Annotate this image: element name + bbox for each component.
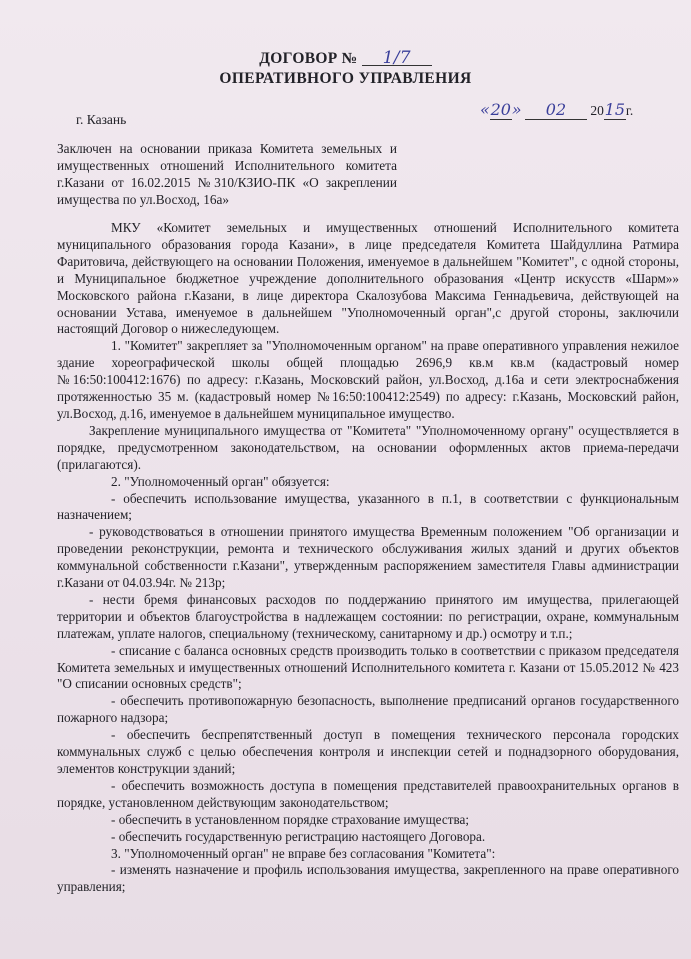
paragraph-parties: МКУ «Комитет земельных и имущественных отношений Исполнительного комитета муниципального образования города Казани», в лице председателя Комитета Шайдуллина Ратмира Фаритовича, действующего на основании Положения, именуемое в дальнейшем "Комитет", с одной стороны, и Муниципальное бюджетное учреждение дополнительного образования «Центр искусств «Шарм»» Московского района г.Казани, в лице директора Скалозубова Максима Геннадьевича, действующей на основании Устава, именуемое в дальнейшем "Уполномоченный орган",с другой стороны, заключили настоящий Договор о нижеследующем. <box>57 220 679 337</box>
obligation-item: - обеспечить использование имущества, указанного в п.1, в соответствии с функциональным назначением; <box>57 490 679 523</box>
contract-body <box>57 220 679 896</box>
date-quote-open: « <box>480 100 490 119</box>
obligation-item: - обеспечить в установленном порядке страхование имущества; <box>111 811 470 827</box>
date-year-suffix: 15 <box>604 100 626 119</box>
paragraph-clause-1: 1. "Комитет" закрепляет за "Уполномоченным органом" на праве оперативного управления нежилое здание хореографической школы общей площадью 2696,9 кв.м кв.м (кадастровый номер №16:50:100412:1676) по адресу: г.Казань, Московский район, ул.Восход, д.16а и сети электроснабжения протяженностью 35 м. (кадастровый номер №16:50:100412:2549) по адресу: г.Казань, Московский район, ул.Восход, д.16, именуемое в дальнейшем муниципальное имущество. <box>57 338 679 421</box>
obligation-item: - списание с баланса основных средств производить только в соответствии с приказом председателя Комитета земельных и имущественных отношений Исполнительного комитета г. Казани от 15.05.2012 № 423 "О списании основных средств"; <box>57 642 679 692</box>
paragraph-transfer: Закрепление муниципального имущества от "Комитета" "Уполномоченному органу" осуществляется в порядке, предусмотренном законодательством, на основании оформленных актов приема-передачи (прилагаются). <box>57 422 679 472</box>
paragraph-clause-3-heading: 3. "Уполномоченный орган" не вправе без согласования "Комитета": <box>111 845 496 861</box>
contract-number-handwritten: 1/7 <box>362 51 432 66</box>
restriction-item: - изменять назначение и профиль использования имущества, закрепленного на праве оперативного управления; <box>57 862 679 895</box>
date-month: 02 <box>525 100 587 120</box>
place-label: г. Казань <box>76 112 127 127</box>
contract-subtitle: ОПЕРАТИВНОГО УПРАВЛЕНИЯ <box>219 70 472 87</box>
title-prefix: ДОГОВОР № <box>259 50 358 67</box>
contract-date <box>480 100 633 120</box>
date-day: 20 <box>490 100 511 119</box>
obligation-item: - нести бремя финансовых расходов по поддержанию принятого им имущества, прилегающей территории и объектов благоустройства в надлежащем состоянии: по регистрации, охране, коммунальным платежам, уплате налогов, специальному (техническому, санитарному и др.) осмотру и т.п.; <box>57 591 679 641</box>
date-year-prefix: 20 <box>590 103 604 118</box>
date-quote-close: » <box>511 100 522 119</box>
obligation-item: - обеспечить противопожарную безопасность, выполнение предписаний органов государственного пожарного надзора; <box>57 693 679 726</box>
obligation-item: - обеспечить беспрепятственный доступ в помещения технического персонала городских коммунальных служб с целью обеспечения контроля и инспекции сетей и поднадзорного оборудования, элементов конструкции зданий; <box>57 727 679 776</box>
paragraph-clause-2-heading: 2. "Уполномоченный орган" обязуется: <box>111 473 330 489</box>
obligation-item: - обеспечить возможность доступа в помещения представителей правоохранительных органов в порядке, установленном действующим законодательством; <box>57 777 679 810</box>
obligation-item: - обеспечить государственную регистрацию настоящего Договора. <box>111 828 486 844</box>
obligation-item: - руководствоваться в отношении принятого имущества Временным положением "Об организации и проведении реконструкции, ремонта и технического обслуживания жилых зданий и других объектов коммунальной собственности г.Казани", утвержденным распоряжением заместителя Главы администрации г.Казани от 04.03.94г. № 213р; <box>57 524 679 591</box>
contract-title <box>0 50 691 68</box>
date-year-end: г. <box>625 103 634 118</box>
basis-note: Заключен на основании приказа Комитета земельных и имущественных отношений Исполнительного комитета г.Казани от 16.02.2015 №310/КЗИО-ПК «О закреплении имущества по ул.Восход, 16а» <box>57 141 397 207</box>
